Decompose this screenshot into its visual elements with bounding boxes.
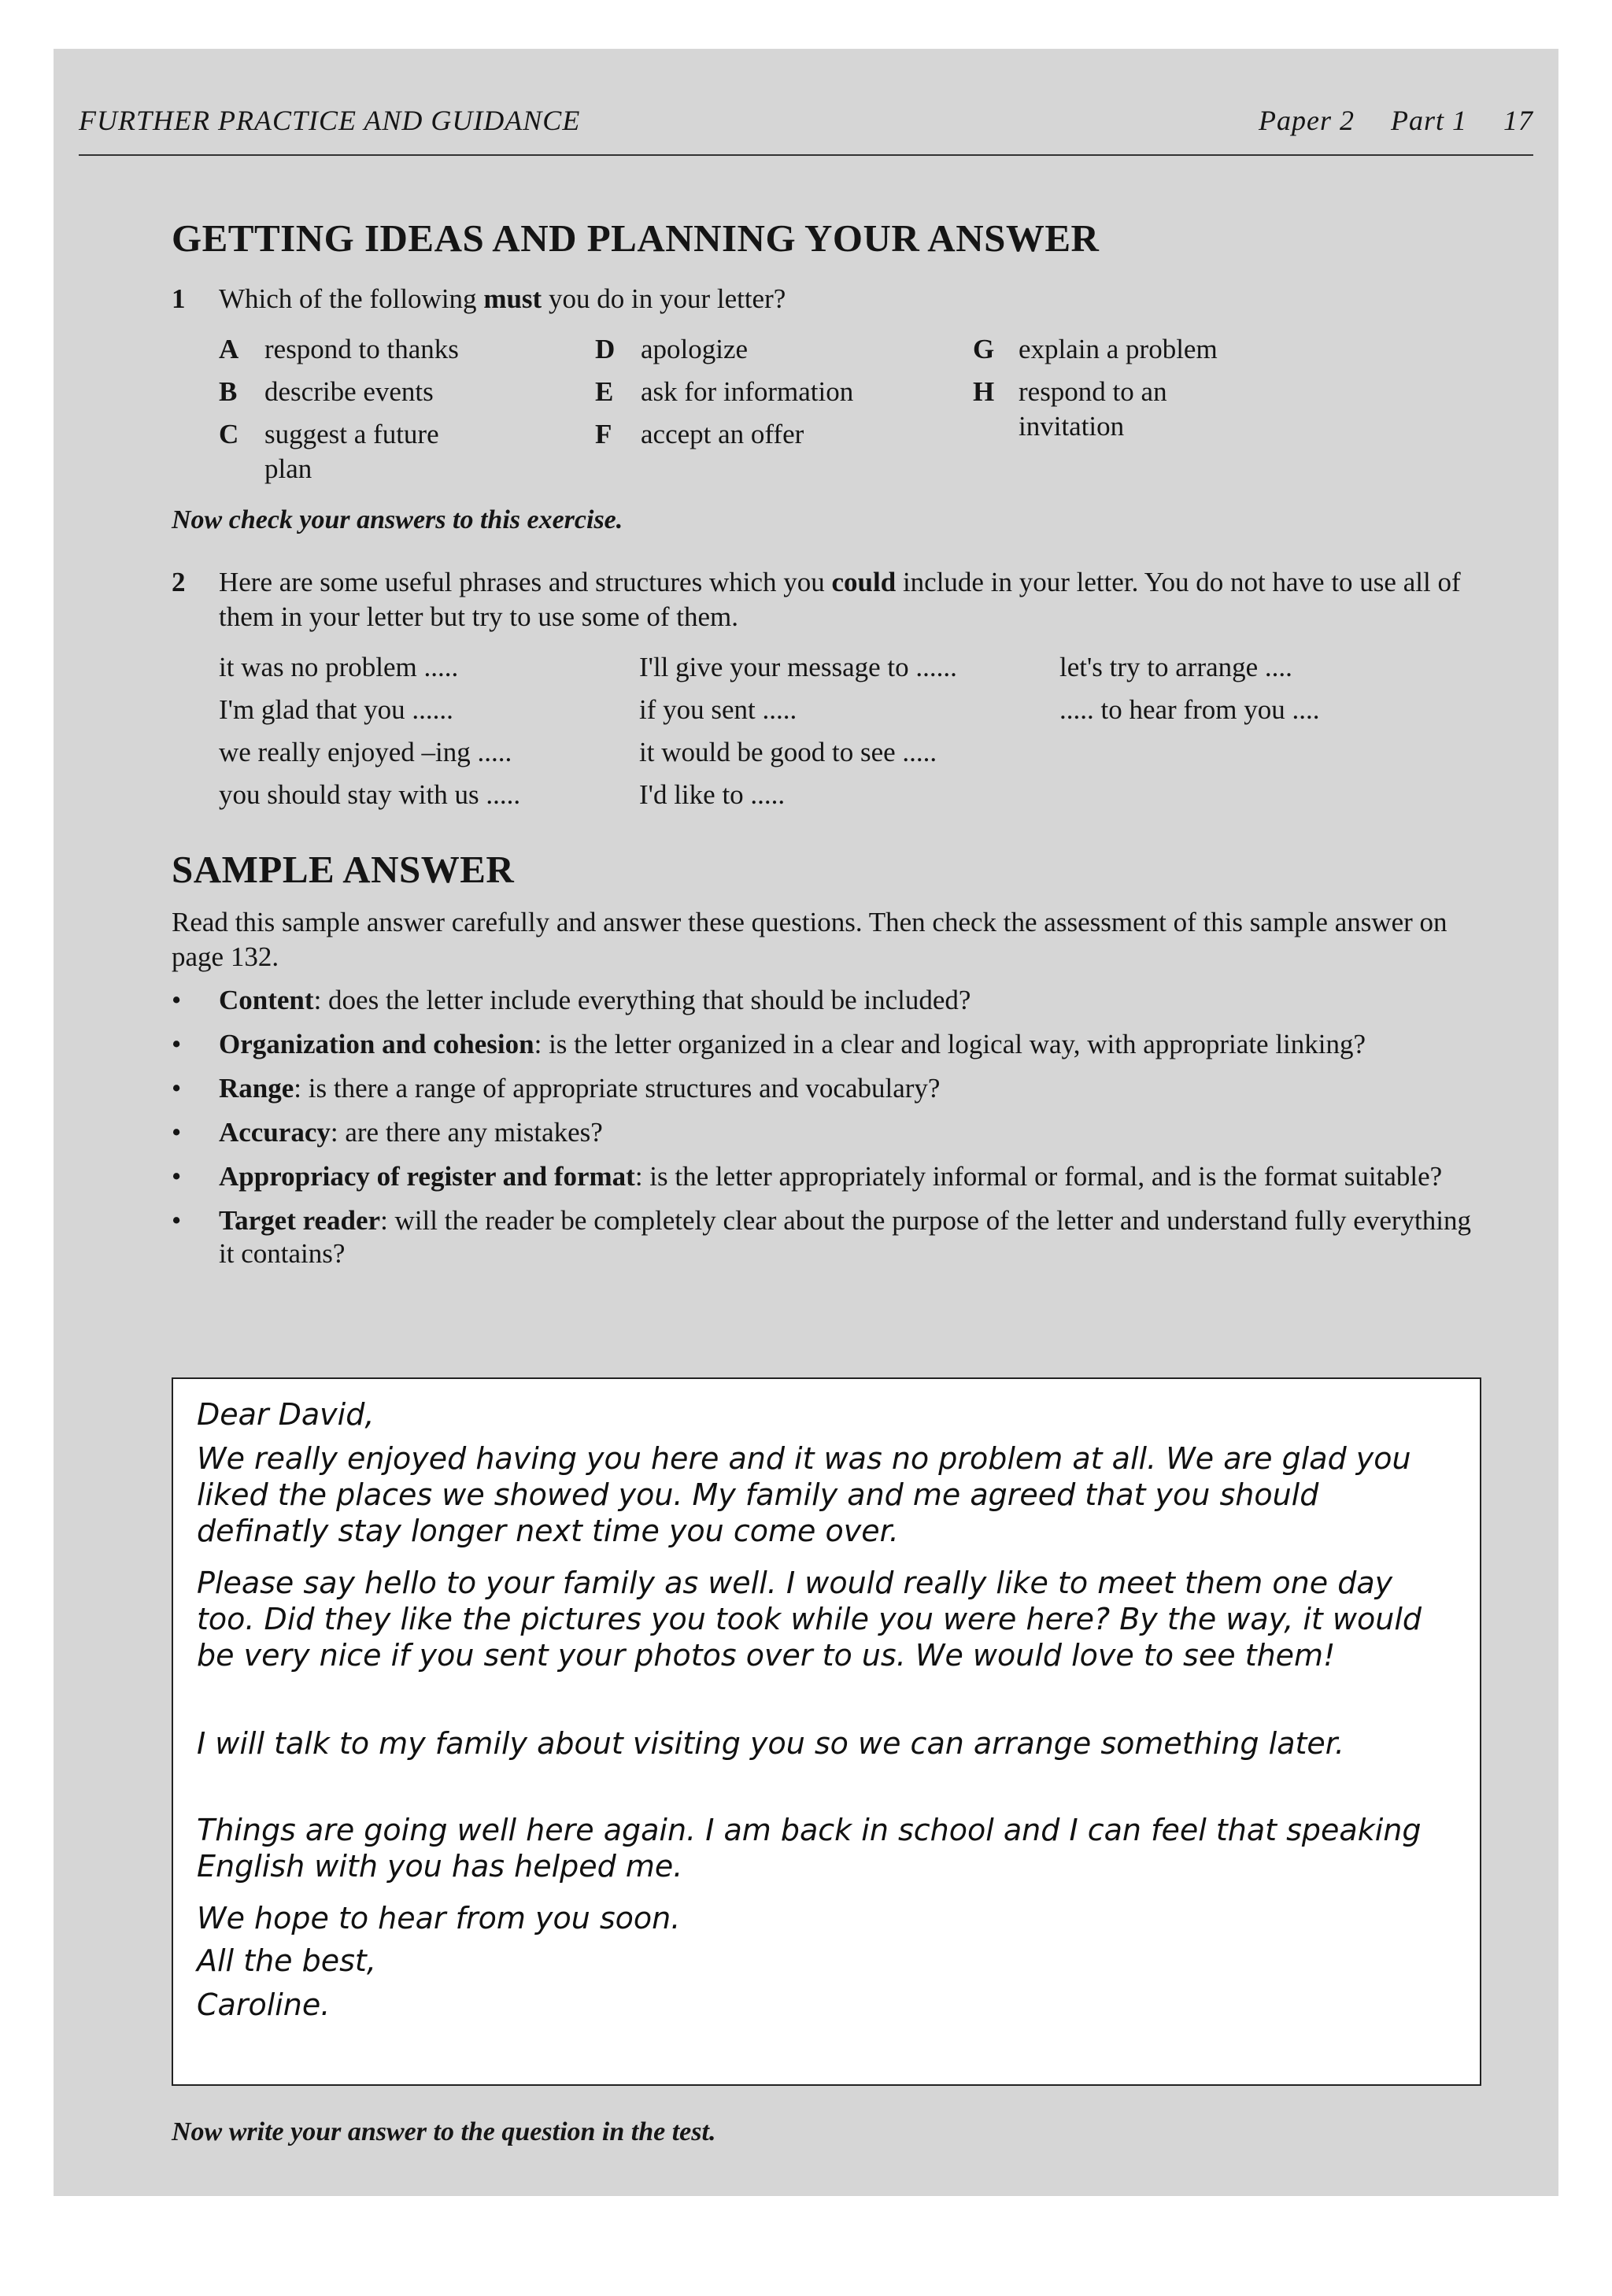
- page-number: 17: [1503, 105, 1533, 136]
- criterion-item: • Target reader: will the reader be completely clear about the purpose of the letter and understand fully everything it contains?: [172, 1205, 1471, 1269]
- option-text: accept an offer: [641, 419, 804, 449]
- letter-salutation: Dear David,: [197, 1397, 375, 1432]
- running-head: [79, 104, 1533, 142]
- assessment-criteria-list: [172, 984, 1478, 1281]
- phrase-item: ..... to hear from you ....: [1059, 694, 1320, 725]
- question-1: [172, 282, 1510, 316]
- option-letter: E: [595, 376, 614, 407]
- phrase-item: I'll give your message to ......: [639, 652, 957, 682]
- sample-answer-intro: Read this sample answer carefully and answer these questions. Then check the assessment of this sample answer on page 132.: [172, 907, 1447, 972]
- criterion-text: : will the reader be completely clear about the purpose of the letter and understand fully everything it contains?: [219, 1205, 1471, 1269]
- letter-signature: Caroline.: [197, 1987, 331, 2022]
- phrase-item: you should stay with us .....: [219, 779, 521, 810]
- criterion-term: Range: [219, 1073, 294, 1104]
- letter-paragraph: Things are going well here again. I am back in school and I can feel that speaking English with you has helped me.: [197, 1813, 1422, 1884]
- section-title-planning: GETTING IDEAS AND PLANNING YOUR ANSWER: [172, 216, 1100, 260]
- option-letter: F: [595, 419, 612, 449]
- option-text: explain a problem: [1019, 334, 1218, 364]
- option-text: respond to thanks: [264, 334, 459, 364]
- final-instruction: Now write your answer to the question in the test.: [172, 2117, 716, 2146]
- criterion-item: • Accuracy: are there any mistakes?: [172, 1117, 603, 1148]
- option-letter: H: [973, 376, 995, 407]
- criterion-text: : is there a range of appropriate structures and vocabulary?: [294, 1073, 941, 1104]
- criterion-term: Accuracy: [219, 1117, 331, 1148]
- criterion-text: : is the letter organized in a clear and logical way, with appropriate linking?: [534, 1029, 1366, 1059]
- phrase-item: it would be good to see .....: [639, 737, 937, 767]
- phrase-item: let's try to arrange ....: [1059, 652, 1292, 682]
- question-2-number: 2: [172, 567, 186, 597]
- phrase-item: we really enjoyed –ing .....: [219, 737, 512, 767]
- option-letter: B: [219, 376, 238, 407]
- running-head-paper: Paper 2: [1259, 105, 1355, 136]
- criterion-term: Target reader: [219, 1205, 381, 1236]
- phrase-item: I'd like to .....: [639, 779, 786, 810]
- criterion-term: Content: [219, 985, 314, 1015]
- option-text: apologize: [641, 334, 749, 364]
- phrase-item: I'm glad that you ......: [219, 694, 453, 725]
- criterion-text: : does the letter include everything that should be included?: [313, 985, 971, 1015]
- running-head-part: Part 1: [1390, 105, 1467, 136]
- running-head-title: FURTHER PRACTICE AND GUIDANCE: [79, 105, 581, 136]
- letter-paragraph: We really enjoyed having you here and it was no problem at all. We are glad you liked the places we showed you. My family and me agreed that you should definatly stay longer next time you come over.: [197, 1441, 1411, 1548]
- question-1-number: 1: [172, 283, 186, 314]
- criterion-item: • Content: does the letter include everything that should be included?: [172, 985, 971, 1015]
- criterion-item: • Organization and cohesion: is the letter organized in a clear and logical way, with appropriate linking?: [172, 1029, 1366, 1059]
- letter-paragraph: I will talk to my family about visiting you so we can arrange something later.: [197, 1726, 1344, 1761]
- option-text: respond to an invitation: [1019, 376, 1167, 442]
- option-text: ask for information: [641, 376, 854, 407]
- phrase-item: it was no problem .....: [219, 652, 459, 682]
- criterion-text: : are there any mistakes?: [330, 1117, 603, 1148]
- option-letter: A: [219, 334, 239, 364]
- letter-paragraph: We hope to hear from you soon.: [197, 1901, 681, 1936]
- question-2: [172, 565, 1478, 636]
- option-text: suggest a future plan: [264, 419, 439, 484]
- criterion-item: • Range: is there a range of appropriate structures and vocabulary?: [172, 1073, 941, 1104]
- option-text: describe events: [264, 376, 434, 407]
- phrase-item: if you sent .....: [639, 694, 797, 725]
- criterion-item: • Appropriacy of register and format: is the letter appropriately informal or formal, and is the format suitable?: [172, 1161, 1443, 1192]
- criterion-term: Organization and cohesion: [219, 1029, 534, 1059]
- question-2-text: Here are some useful phrases and structures which you could include in your letter. You do not have to use all of them in your letter but try to use some of them.: [219, 567, 1461, 632]
- question-1-text: Which of the following must you do in your letter?: [219, 283, 786, 314]
- check-answers-note: Now check your answers to this exercise.: [172, 505, 623, 534]
- letter-closing: All the best,: [197, 1943, 376, 1978]
- criterion-term: Appropriacy of register and format: [219, 1161, 635, 1192]
- option-letter: G: [973, 334, 995, 364]
- criterion-text: : is the letter appropriately informal or formal, and is the format suitable?: [634, 1161, 1443, 1192]
- handwritten-letter-box: [172, 1377, 1481, 2086]
- option-letter: D: [595, 334, 616, 364]
- header-rule: [79, 154, 1533, 156]
- letter-paragraph: Please say hello to your family as well. I would really like to meet them one day too. Did they like the pictures you took while you were here? By the way, it would be very nice if you sent your photos over to us. We would love to see them!: [197, 1566, 1422, 1673]
- option-letter: C: [219, 419, 239, 449]
- section-title-sample-answer: SAMPLE ANSWER: [172, 848, 515, 891]
